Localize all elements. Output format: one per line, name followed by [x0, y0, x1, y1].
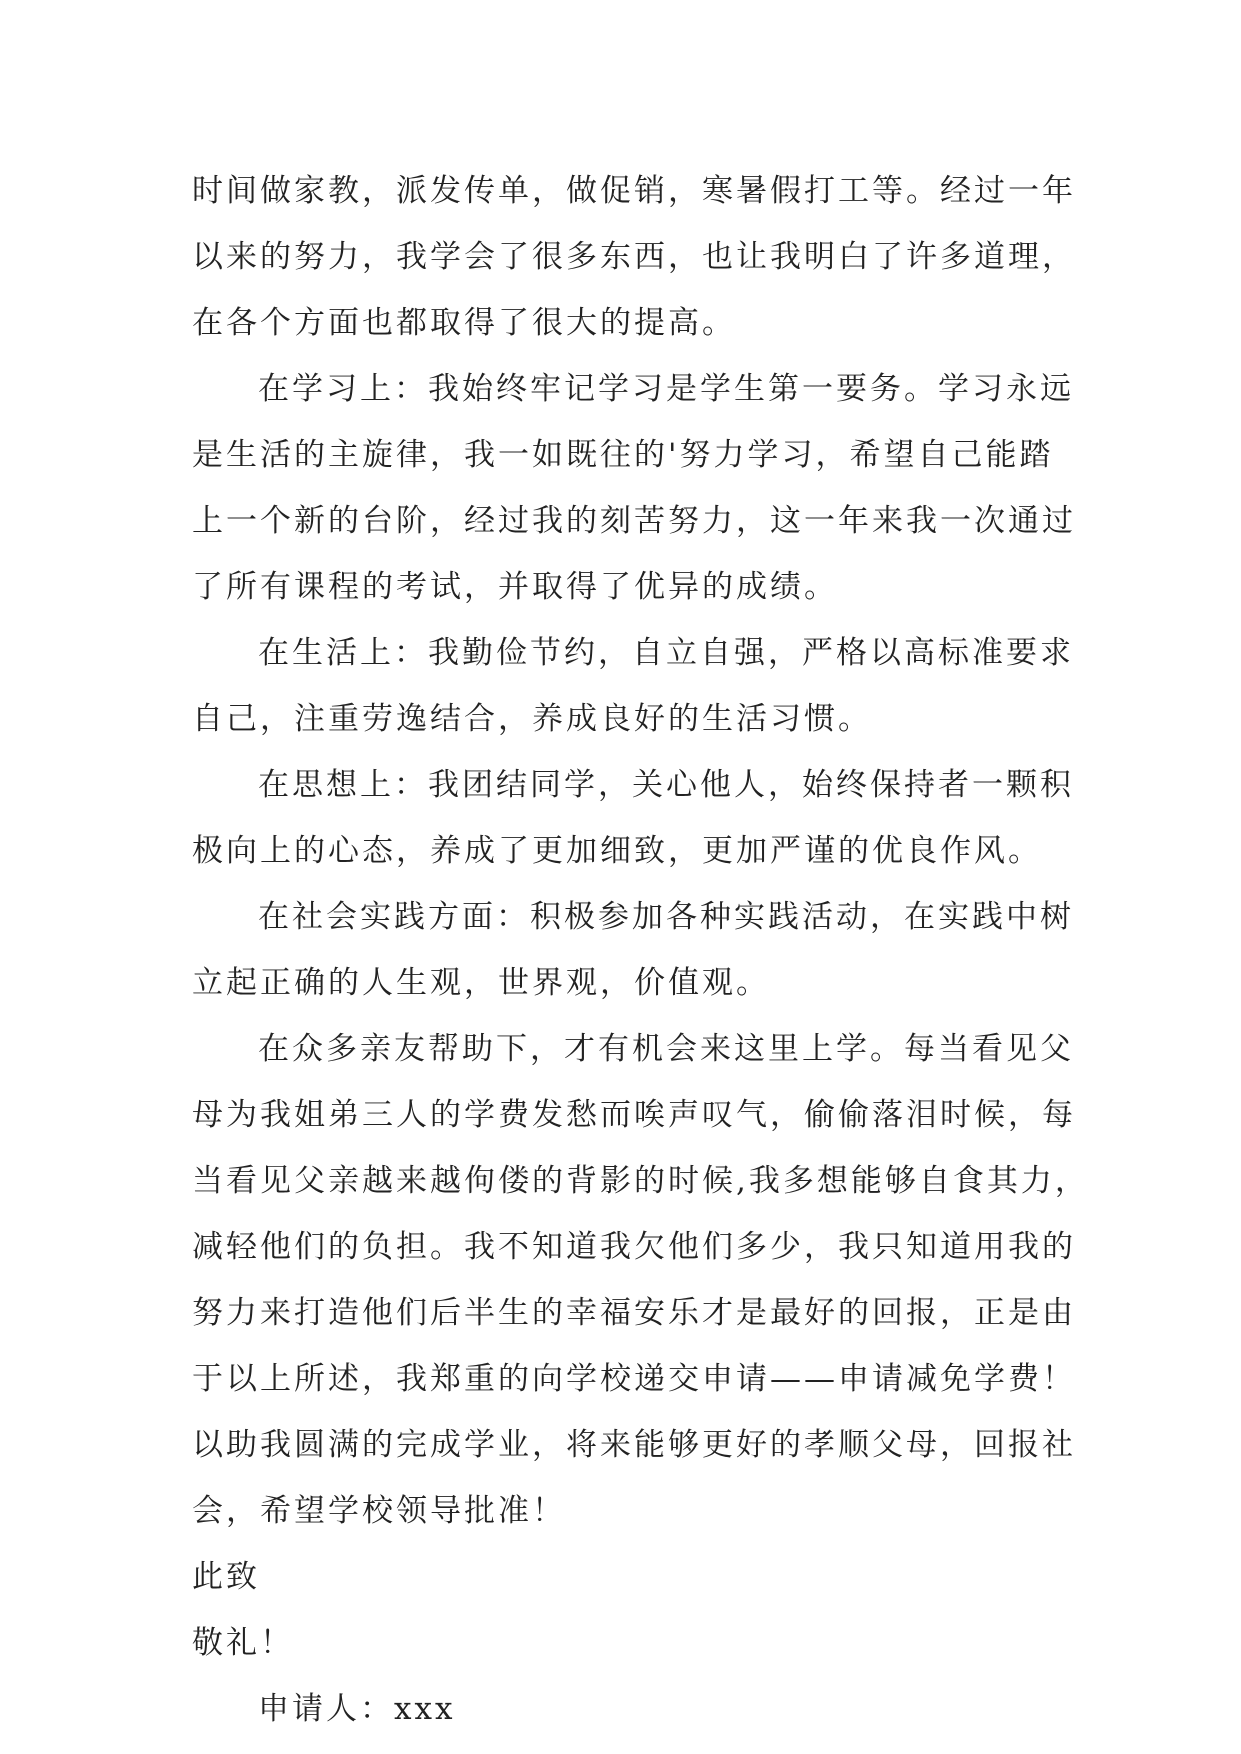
paragraph-thought-start: 在思想上：我团结同学，关心他人，始终保持者一颗积 — [258, 767, 1074, 803]
body-line: 以助我圆满的完成学业，将来能够更好的孝顺父母，回报社 — [192, 1427, 1076, 1463]
body-line: 上一个新的台阶，经过我的刻苦努力，这一年来我一次通过 — [192, 503, 1076, 539]
closing-salutation: 此致 — [192, 1559, 260, 1595]
body-line: 减轻他们的负担。我不知道我欠他们多少，我只知道用我的 — [192, 1229, 1076, 1265]
closing-regards: 敬礼！ — [192, 1625, 294, 1661]
applicant-signature: 申请人：xxx — [258, 1691, 456, 1727]
body-line: 会，希望学校领导批准！ — [192, 1493, 566, 1529]
body-line: 是生活的主旋律，我一如既往的'努力学习，希望自己能踏 — [192, 437, 1054, 473]
body-line: 在各个方面也都取得了很大的提高。 — [192, 305, 736, 341]
body-line: 以来的努力，我学会了很多东西，也让我明白了许多道理， — [192, 239, 1076, 275]
body-line: 于以上所述，我郑重的向学校递交申请——申请减免学费！ — [192, 1361, 1076, 1397]
body-line: 自己，注重劳逸结合，养成良好的生活习惯。 — [192, 701, 872, 737]
body-line: 了所有课程的考试，并取得了优异的成绩。 — [192, 569, 838, 605]
paragraph-request-start: 在众多亲友帮助下，才有机会来这里上学。每当看见父 — [258, 1031, 1074, 1067]
body-line: 时间做家教，派发传单，做促销，寒暑假打工等。经过一年 — [192, 173, 1076, 209]
body-line: 母为我姐弟三人的学费发愁而唉声叹气，偷偷落泪时候，每 — [192, 1097, 1076, 1133]
paragraph-life-start: 在生活上：我勤俭节约，自立自强，严格以高标准要求 — [258, 635, 1074, 671]
paragraph-practice-start: 在社会实践方面：积极参加各种实践活动，在实践中树 — [258, 899, 1074, 935]
body-line: 立起正确的人生观，世界观，价值观。 — [192, 965, 770, 1001]
letter-body — [192, 158, 1089, 1742]
body-line: 努力来打造他们后半生的幸福安乐才是最好的回报，正是由 — [192, 1295, 1076, 1331]
body-line: 极向上的心态，养成了更加细致，更加严谨的优良作风。 — [192, 833, 1042, 869]
paragraph-study-start: 在学习上：我始终牢记学习是学生第一要务。学习永远 — [258, 371, 1074, 407]
body-line: 当看见父亲越来越佝偻的背影的时候,我多想能够自食其力， — [192, 1163, 1089, 1199]
